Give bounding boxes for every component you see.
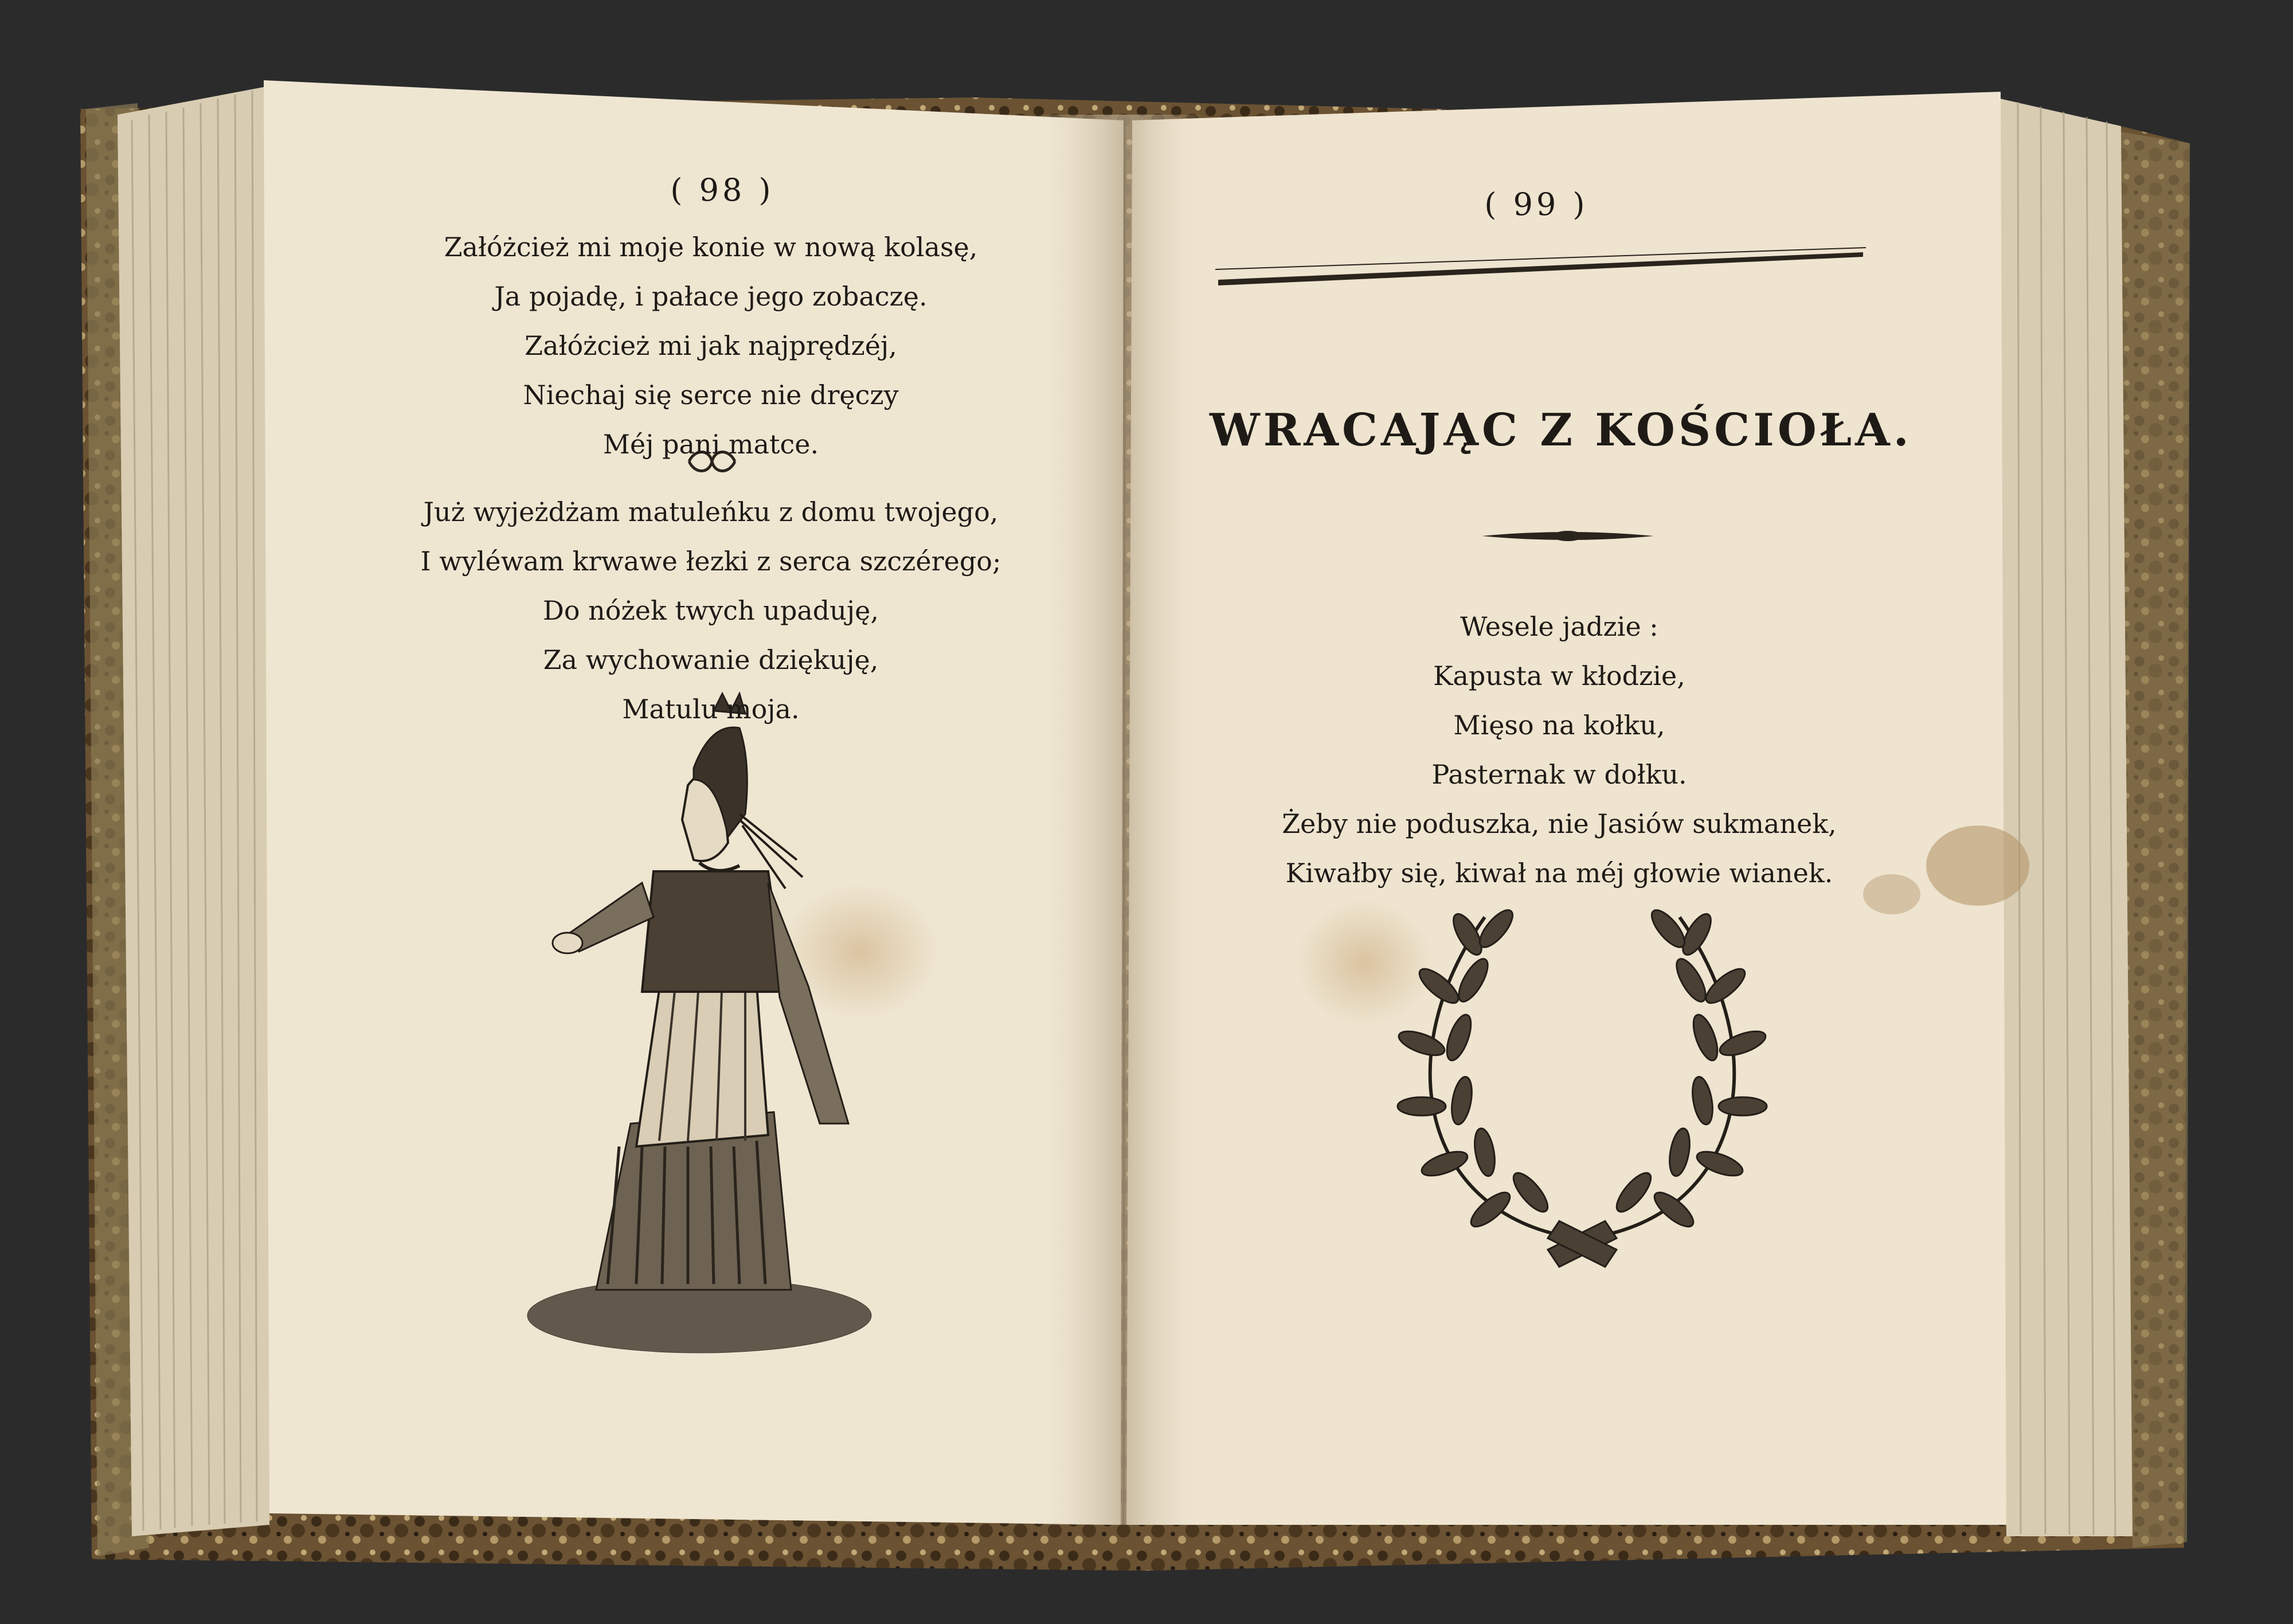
left-stanza-2	[401, 487, 1020, 734]
verse-line: Kapusta w kłodzie,	[1433, 660, 1685, 691]
verse-line: Niechaj się serce nie dręczy	[523, 379, 899, 410]
verse-line: Do nóżek twych upaduję,	[542, 595, 879, 626]
verse-line: Ja pojadę, i pałace jego zobaczę.	[494, 281, 928, 312]
verse-line: Matulu moja.	[622, 694, 800, 725]
poem-title: WRACAJĄC Z KOŚCIOŁA.	[1210, 404, 1912, 456]
verse-line: I wyléwam krwawe łezki z serca szczérego;	[420, 546, 1001, 577]
verse-line: Méj pani matce.	[602, 429, 819, 460]
verse-line: Wesele jadzie :	[1460, 611, 1658, 642]
right-verse	[1250, 602, 1869, 898]
verse-line: Załóżcież mi jak najprędzéj,	[525, 330, 897, 361]
left-stanza-1	[401, 222, 1020, 469]
verse-line: Za wychowanie dziękuję,	[543, 644, 879, 675]
verse-line: Załóżcież mi moje konie w nową kolasę,	[444, 232, 978, 263]
verse-line: Pasternak w dołku.	[1431, 759, 1687, 790]
verse-line: Kiwałby się, kiwał na méj głowie wianek.	[1285, 858, 1833, 889]
verse-line: Mięso na kołku,	[1453, 710, 1665, 741]
verse-line: Już wyjeżdżam matuleńku z domu twojego,	[423, 496, 999, 527]
page-number-right: ( 99 )	[1484, 186, 1588, 222]
verse-line: Żeby nie poduszka, nie Jasiów sukmanek,	[1282, 808, 1837, 839]
page-number-left: ( 98 )	[670, 172, 774, 208]
